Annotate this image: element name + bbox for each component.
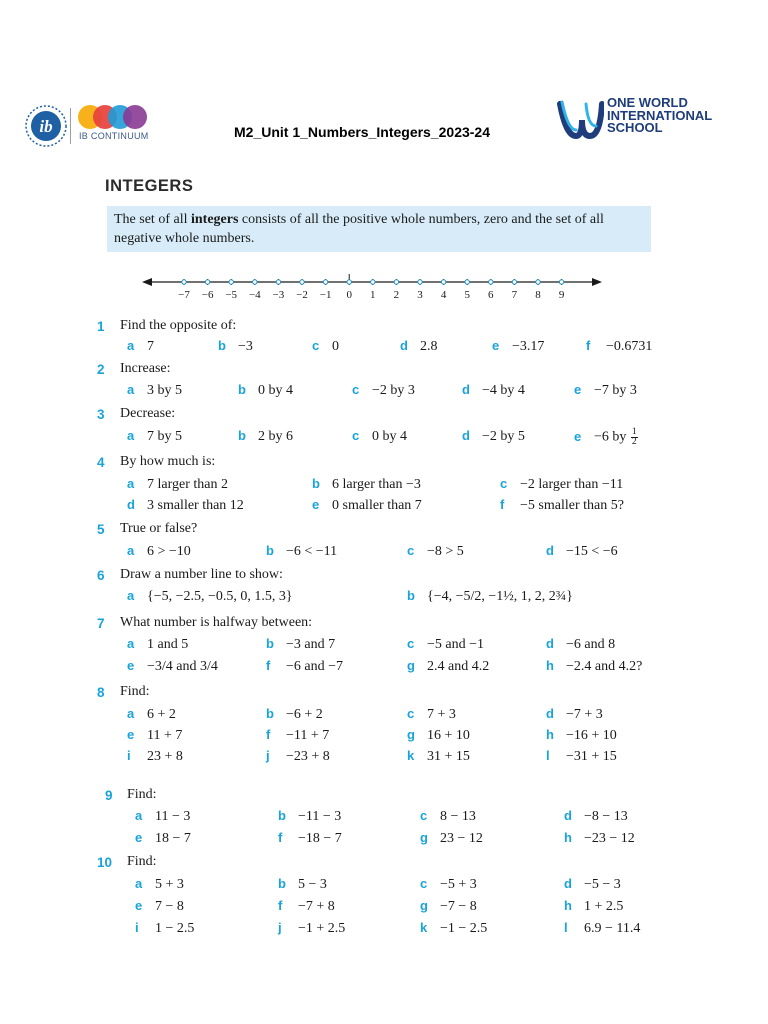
number-line-label: 4 (440, 289, 447, 301)
question-number: 2 (97, 362, 105, 377)
item-label: b (278, 808, 286, 823)
question-item (574, 428, 639, 447)
question-item (352, 382, 415, 399)
number-line-point (489, 280, 493, 284)
item-label: b (266, 543, 274, 558)
item-label: c (407, 706, 415, 721)
question-text: Find: (120, 684, 150, 699)
question-item (420, 808, 476, 825)
number-line-point (253, 280, 257, 284)
item-expression: −31 + 15 (566, 749, 617, 764)
definition-box (107, 206, 651, 252)
item-label: d (564, 876, 572, 891)
question-item (238, 382, 293, 399)
ib-logo-icon (24, 104, 68, 148)
item-label: c (420, 876, 428, 891)
number-line-label: 3 (417, 289, 423, 301)
fraction (631, 428, 638, 447)
item-expression: 0 by 4 (258, 383, 293, 398)
item-label: b (266, 636, 274, 651)
item-expression: −15 < −6 (566, 544, 618, 559)
item-expression: −6 and 8 (566, 637, 616, 652)
item-expression: 6 > −10 (147, 544, 191, 559)
question-item (312, 338, 339, 355)
item-expression: 16 + 10 (427, 728, 470, 743)
question-item (407, 588, 573, 605)
item-label: h (564, 830, 572, 845)
item-label: d (462, 428, 470, 443)
item-expression: −5 + 3 (440, 877, 477, 892)
number-line (140, 268, 610, 302)
item-expression: −4 by 4 (482, 383, 525, 398)
question-item (266, 706, 323, 723)
question-item (135, 808, 190, 825)
item-label: a (135, 808, 143, 823)
question-item (312, 497, 422, 514)
number-line-label: 2 (393, 289, 400, 301)
item-label: c (420, 808, 428, 823)
question-item (574, 382, 637, 399)
question-item (278, 876, 327, 893)
item-expression: 31 + 15 (427, 749, 470, 764)
item-label: h (546, 727, 554, 742)
number-line-label: 5 (464, 289, 470, 301)
question-number: 8 (97, 685, 105, 700)
question-item (400, 338, 438, 355)
question-item (462, 382, 525, 399)
number-line-point (300, 280, 304, 284)
item-expression: 6 larger than −3 (332, 477, 421, 492)
question-item (546, 727, 617, 744)
item-expression: 7 larger than 2 (147, 477, 228, 492)
item-expression: 5 + 3 (155, 877, 184, 892)
item-label: d (546, 543, 554, 558)
question-item (238, 428, 293, 445)
item-expression: 2 by 6 (258, 429, 293, 444)
item-expression: −8 > 5 (427, 544, 464, 559)
question-item (127, 588, 293, 605)
question-item (564, 830, 635, 847)
question-item (420, 920, 487, 937)
item-label: h (564, 898, 572, 913)
fraction-numerator: 1 (631, 427, 637, 437)
question-item (127, 748, 183, 765)
ib-logo-letters: ib (39, 117, 53, 136)
item-expression: {−5, −2.5, −0.5, 0, 1.5, 3} (147, 589, 293, 604)
number-line-point (536, 280, 540, 284)
number-line-label: 9 (558, 289, 565, 301)
number-line-label: −6 (201, 289, 214, 301)
question-item (500, 476, 623, 493)
number-line-point (182, 280, 186, 284)
item-label: j (278, 920, 282, 935)
item-label: c (407, 543, 415, 558)
question-item (312, 476, 421, 493)
item-expression: −7 − 8 (440, 899, 477, 914)
question-item (127, 658, 218, 675)
question-item (218, 338, 253, 355)
item-label: e (574, 428, 582, 444)
item-expression: −23 − 12 (584, 831, 635, 846)
item-label: a (127, 636, 135, 651)
item-expression: −1 + 2.5 (298, 921, 346, 936)
item-label: i (135, 920, 139, 935)
number-line-label: 6 (488, 289, 494, 301)
item-expression: 0 by 4 (372, 429, 407, 444)
item-expression: −23 + 8 (286, 749, 330, 764)
question-item (564, 876, 621, 893)
question-text: Find: (127, 787, 157, 802)
item-label: b (266, 706, 274, 721)
question-item (127, 428, 182, 445)
question-item (266, 543, 337, 560)
question-number: 10 (97, 855, 113, 870)
item-label: g (407, 658, 415, 673)
item-label: k (420, 920, 428, 935)
question-item (127, 706, 176, 723)
question-item (564, 920, 640, 937)
item-expression: −11 − 3 (298, 809, 342, 824)
item-label: a (127, 476, 135, 491)
question-item (278, 830, 342, 847)
question-item (546, 543, 618, 560)
number-line-label: −2 (296, 289, 308, 301)
item-label: e (127, 658, 135, 673)
number-line-point (371, 280, 375, 284)
item-expression: 3 by 5 (147, 383, 182, 398)
item-label: c (407, 636, 415, 651)
question-item (407, 748, 470, 765)
item-label: e (312, 497, 320, 512)
item-expression: 2.4 and 4.2 (427, 659, 490, 674)
question-item (278, 920, 345, 937)
number-line-label: 1 (370, 289, 376, 301)
ib-continuum-label: IB CONTINUUM (79, 131, 149, 141)
item-label: b (312, 476, 320, 491)
item-expression: −3 and 7 (286, 637, 336, 652)
item-label: b (218, 338, 226, 353)
item-label: g (420, 830, 428, 845)
question-item (420, 876, 477, 893)
item-label: b (238, 382, 246, 397)
number-line-point (512, 280, 516, 284)
item-expression: −0.6731 (606, 339, 653, 354)
item-expression: −6 < −11 (286, 544, 338, 559)
item-label: l (564, 920, 568, 935)
item-expression: 6.9 − 11.4 (584, 921, 641, 936)
number-line-label: −7 (178, 289, 190, 301)
item-label: a (127, 588, 135, 603)
definition-suffix: consists of all the positive whole numbers, zero and the set of all negative whole numbers. (114, 212, 604, 246)
fraction-denominator: 2 (631, 437, 637, 447)
question-item (135, 898, 184, 915)
question-item (278, 898, 335, 915)
item-expression: −6 and −7 (286, 659, 344, 674)
item-label: e (492, 338, 500, 353)
question-item (546, 658, 642, 675)
definition-prefix: The set of all (114, 212, 191, 227)
item-expression: −5 − 3 (584, 877, 621, 892)
item-expression: {−4, −5/2, −1½, 1, 2, 2¾} (427, 589, 574, 604)
item-expression: −2.4 and 4.2? (566, 659, 643, 674)
item-label: d (546, 706, 554, 721)
item-label: l (546, 748, 550, 763)
item-label: f (278, 898, 283, 913)
question-text: Draw a number line to show: (120, 567, 283, 582)
question-item (407, 727, 470, 744)
number-line-point (418, 280, 422, 284)
number-line-label: 7 (511, 289, 518, 301)
number-line-point (276, 280, 280, 284)
question-item (266, 727, 329, 744)
item-expression: −7 + 8 (298, 899, 335, 914)
number-line-point (323, 280, 327, 284)
question-item (420, 898, 477, 915)
item-expression: 11 + 7 (147, 728, 183, 743)
question-item (266, 748, 330, 765)
item-expression: 2.8 (420, 339, 438, 354)
item-label: a (127, 338, 135, 353)
item-expression: −18 − 7 (298, 831, 342, 846)
item-label: i (127, 748, 131, 763)
item-label: f (266, 658, 271, 673)
item-label: c (312, 338, 320, 353)
item-expression: 0 smaller than 7 (332, 498, 422, 513)
item-expression: 0 (332, 339, 339, 354)
item-expression: 1 − 2.5 (155, 921, 195, 936)
arrow-left-icon (142, 278, 152, 286)
school-name-line-3: SCHOOL (607, 120, 663, 135)
item-label: b (238, 428, 246, 443)
item-label: b (278, 876, 286, 891)
item-expression: 23 + 8 (147, 749, 183, 764)
item-label: g (420, 898, 428, 913)
item-expression: 7 (147, 339, 154, 354)
question-item (278, 808, 341, 825)
item-label: e (135, 898, 143, 913)
divider (70, 108, 71, 144)
number-line-point (465, 280, 469, 284)
section-title: INTEGERS (105, 177, 194, 195)
item-expression: 5 − 3 (298, 877, 327, 892)
number-line-label: 8 (535, 289, 541, 301)
item-expression: 3 smaller than 12 (147, 498, 244, 513)
item-expression: 7 − 8 (155, 899, 184, 914)
item-label: f (586, 338, 591, 353)
question-item (127, 497, 244, 514)
number-line-point (205, 280, 209, 284)
question-item (407, 658, 489, 675)
number-line-label: −4 (248, 289, 261, 301)
question-item (546, 636, 615, 653)
item-label: c (352, 382, 360, 397)
school-name-line-2: INTERNATIONAL (607, 107, 713, 123)
question-item (500, 497, 624, 514)
question-item (127, 338, 154, 355)
question-item (546, 706, 603, 723)
item-expression: −11 + 7 (286, 728, 330, 743)
question-text: Find the opposite of: (120, 318, 237, 333)
item-expression: 18 − 7 (155, 831, 191, 846)
question-text: Increase: (120, 361, 171, 376)
question-item (407, 636, 484, 653)
question-item (127, 382, 182, 399)
item-expression: −1 − 2.5 (440, 921, 488, 936)
item-expression: 6 + 2 (147, 707, 176, 722)
item-label: e (574, 382, 582, 397)
item-label: c (352, 428, 360, 443)
item-expression: −16 + 10 (566, 728, 617, 743)
item-label: a (127, 382, 135, 397)
item-label: g (407, 727, 415, 742)
question-item (564, 808, 628, 825)
item-label: b (407, 588, 415, 603)
item-label: j (266, 748, 270, 763)
number-line-label: −3 (272, 289, 285, 301)
item-label: f (278, 830, 283, 845)
question-item (492, 338, 544, 355)
item-expression: −3/4 and 3/4 (147, 659, 218, 674)
item-expression: −2 by 5 (482, 429, 525, 444)
school-name-line-1: ONE WORLD (607, 95, 688, 110)
item-label: h (546, 658, 554, 673)
school-name (607, 97, 712, 135)
item-label: a (127, 543, 135, 558)
question-item (420, 830, 483, 847)
item-label: d (400, 338, 408, 353)
item-label: a (127, 706, 135, 721)
item-label: a (135, 876, 143, 891)
item-label: d (127, 497, 135, 512)
question-item (266, 636, 335, 653)
item-label: d (546, 636, 554, 651)
number-line-point (441, 280, 445, 284)
item-expression: −2 larger than −11 (520, 477, 624, 492)
item-expression: 11 − 3 (155, 809, 191, 824)
item-label: f (500, 497, 505, 512)
question-item (127, 543, 191, 560)
question-number: 4 (97, 455, 105, 470)
question-item (127, 727, 182, 744)
number-line-point (229, 280, 233, 284)
ib-continuum-circles-icon (78, 104, 148, 130)
item-expression: 1 + 2.5 (584, 899, 624, 914)
item-expression: −8 − 13 (584, 809, 628, 824)
question-item (586, 338, 652, 355)
item-expression: 7 by 5 (147, 429, 182, 444)
item-expression: −7 by 3 (594, 383, 637, 398)
item-expression: 23 − 12 (440, 831, 483, 846)
definition-term: integers (190, 212, 239, 227)
item-label: e (127, 727, 135, 742)
number-line-label: −1 (319, 289, 332, 301)
item-label: d (462, 382, 470, 397)
number-line-label: 0 (346, 289, 352, 301)
question-number: 3 (97, 407, 105, 422)
item-expression: −7 + 3 (566, 707, 603, 722)
question-item (407, 706, 456, 723)
question-item (407, 543, 464, 560)
item-expression: −3.17 (512, 339, 545, 354)
item-expression: −3 (238, 339, 253, 354)
question-item (135, 876, 184, 893)
question-item (462, 428, 525, 445)
document-title: M2_Unit 1_Numbers_Integers_2023-24 (234, 124, 491, 140)
question-item (564, 898, 623, 915)
item-expression: −6 + 2 (286, 707, 323, 722)
question-item (127, 476, 228, 493)
item-expression: 8 − 13 (440, 809, 476, 824)
question-item (266, 658, 343, 675)
question-item (135, 830, 191, 847)
item-expression: 1 and 5 (147, 637, 189, 652)
item-expression: −5 and −1 (427, 637, 485, 652)
item-expression: −6 by (594, 429, 630, 445)
item-expression: 7 + 3 (427, 707, 456, 722)
arrow-right-icon (592, 278, 602, 286)
question-item (127, 636, 188, 653)
question-number: 9 (105, 788, 113, 803)
question-number: 6 (97, 568, 105, 583)
item-label: a (127, 428, 135, 443)
number-line-point (347, 280, 351, 284)
one-world-logo-icon (556, 96, 604, 142)
item-label: d (564, 808, 572, 823)
item-expression: −5 smaller than 5? (520, 498, 624, 513)
item-label: e (135, 830, 143, 845)
question-text: True or false? (120, 521, 198, 536)
item-expression: −2 by 3 (372, 383, 415, 398)
number-line-point (559, 280, 563, 284)
question-item (135, 920, 194, 937)
item-label: c (500, 476, 508, 491)
question-text: By how much is: (120, 454, 216, 469)
question-number: 5 (97, 522, 105, 537)
number-line-label: −5 (225, 289, 238, 301)
question-text: Decrease: (120, 406, 176, 421)
question-number: 1 (97, 319, 105, 334)
question-item (546, 748, 617, 765)
item-label: f (266, 727, 271, 742)
number-line-point (394, 280, 398, 284)
question-text: Find: (127, 854, 157, 869)
question-text: What number is halfway between: (120, 615, 313, 630)
question-item (352, 428, 407, 445)
question-number: 7 (97, 616, 105, 631)
item-label: k (407, 748, 415, 763)
